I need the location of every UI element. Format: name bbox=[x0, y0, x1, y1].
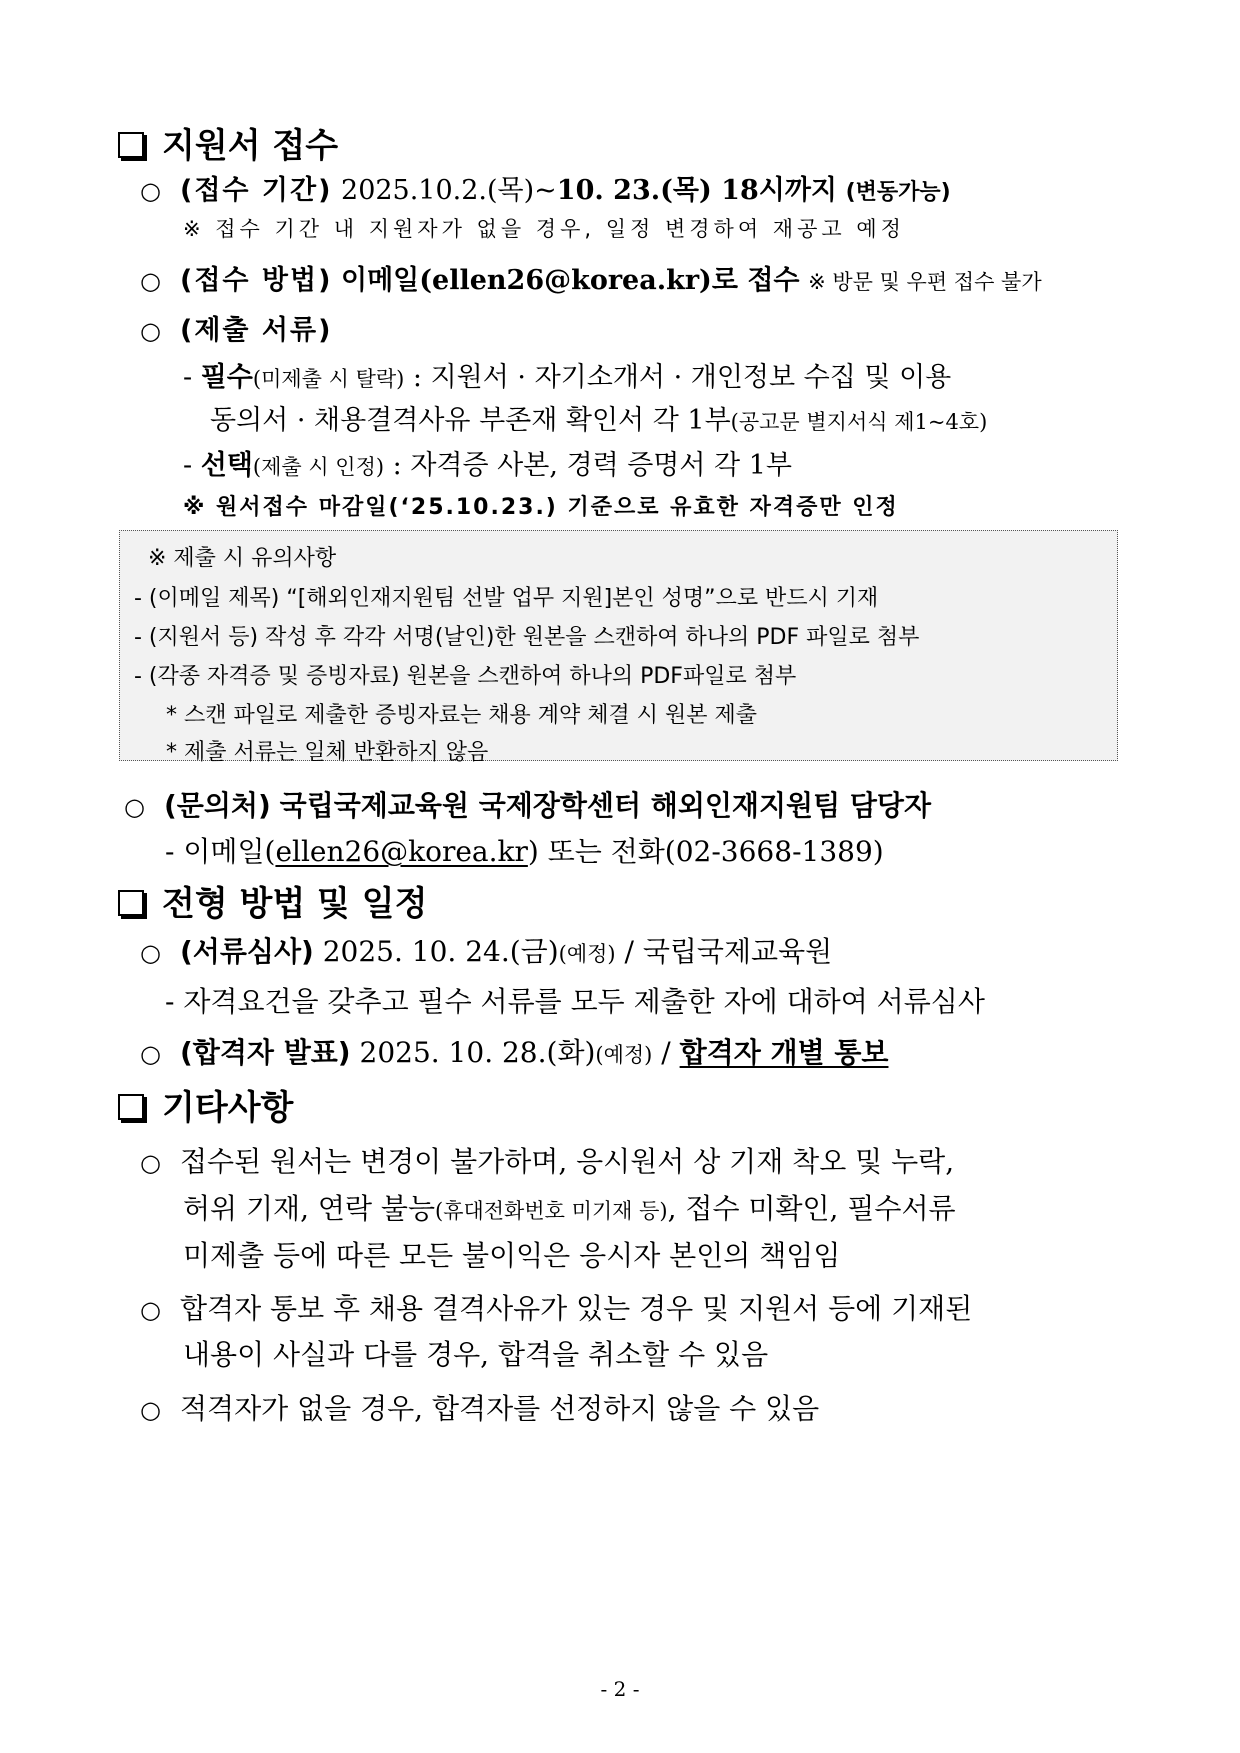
etc-item3-line: ○ 적격자가 없을 경우, 합격자를 선정하지 않을 수 있음 bbox=[140, 1392, 820, 1425]
contact-detail-line: - 이메일(ellen26@korea.kr) 또는 전화(02-3668-1389) bbox=[165, 835, 884, 868]
required-docs-line2: 동의서 · 채용결격사유 부존재 확인서 각 1부(공고문 별지서식 제1~4호) bbox=[210, 405, 988, 436]
notice-sub-item: * 제출 서류는 일체 반환하지 않음 bbox=[166, 740, 489, 765]
section-title-selection: 전형 방법 및 일정 bbox=[118, 876, 427, 925]
notice-item: - (각종 자격증 및 증빙자료) 원본을 스캔하여 하나의 PDF파일로 첨부 bbox=[134, 664, 797, 689]
optional-docs-line: - 선택(제출 시 인정) : 자격증 사본, 경력 증명서 각 1부 bbox=[183, 450, 792, 481]
period-line: ○ (접수 기간) 2025.10.2.(목)~10. 23.(목) 18시까지 (변동가능) bbox=[140, 175, 951, 206]
notice-title: ※ 제출 시 유의사항 bbox=[148, 546, 337, 571]
notice-item: - (이메일 제목) “[해외인재지원팀 선발 업무 지원]본인 성명”으로 반드시 기재 bbox=[134, 586, 879, 611]
contact-line: ○ (문의처) 국립국제교육원 국제장학센터 해외인재지원팀 담당자 bbox=[124, 789, 932, 822]
certificate-note: ※ 원서접수 마감일(‘25.10.23.) 기준으로 유효한 자격증만 인정 bbox=[183, 495, 899, 520]
checkbox-square-icon bbox=[118, 890, 144, 916]
screening-desc: - 자격요건을 갖추고 필수 서류를 모두 제출한 자에 대하여 서류심사 bbox=[165, 985, 985, 1018]
circle-bullet-icon: ○ bbox=[140, 939, 161, 967]
etc-item2-line1: ○ 합격자 통보 후 채용 결격사유가 있는 경우 및 지원서 등에 기재된 bbox=[140, 1292, 973, 1325]
submission-notice-box bbox=[119, 530, 1118, 765]
checkbox-square-icon bbox=[118, 1094, 144, 1120]
circle-bullet-icon: ○ bbox=[140, 177, 161, 205]
section-title-application: 지원서 접수 bbox=[118, 118, 338, 167]
circle-bullet-icon: ○ bbox=[140, 1149, 161, 1177]
page-number: - 2 - bbox=[600, 1677, 640, 1701]
notice-sub-item: * 스캔 파일로 제출한 증빙자료는 채용 계약 체결 시 원본 제출 bbox=[166, 703, 757, 728]
circle-bullet-icon: ○ bbox=[140, 1296, 161, 1324]
screening-line: ○ (서류심사) 2025. 10. 24.(금)(예정) / 국립국제교육원 bbox=[140, 935, 833, 968]
etc-item1-line2: 허위 기재, 연락 불능(휴대전화번호 미기재 등), 접수 미확인, 필수서류 bbox=[183, 1192, 956, 1225]
announcement-line: ○ (합격자 발표) 2025. 10. 28.(화)(예정) / 합격자 개별 통보 bbox=[140, 1036, 889, 1069]
circle-bullet-icon: ○ bbox=[140, 267, 161, 295]
etc-item1-line3: 미제출 등에 따른 모든 불이익은 응시자 본인의 책임임 bbox=[183, 1239, 841, 1272]
circle-bullet-icon: ○ bbox=[140, 1396, 161, 1424]
period-remark: ※ 접수 기간 내 지원자가 없을 경우, 일정 변경하여 재공고 예정 bbox=[183, 217, 905, 241]
documents-line: ○ (제출 서류) bbox=[140, 315, 333, 346]
etc-item2-line2: 내용이 사실과 다를 경우, 합격을 취소할 수 있음 bbox=[183, 1338, 769, 1371]
circle-bullet-icon: ○ bbox=[124, 793, 145, 821]
method-line: ○ (접수 방법) 이메일(ellen26@korea.kr)로 접수 ※ 방문 및 우편 접수 불가 bbox=[140, 265, 1042, 296]
circle-bullet-icon: ○ bbox=[140, 1040, 161, 1068]
circle-bullet-icon: ○ bbox=[140, 317, 161, 345]
etc-item1-line1: ○ 접수된 원서는 변경이 불가하며, 응시원서 상 기재 착오 및 누락, bbox=[140, 1145, 955, 1178]
required-docs-line1: - 필수(미제출 시 탈락) : 지원서 · 자기소개서 · 개인정보 수집 및 이용 bbox=[183, 362, 952, 393]
contact-email-link[interactable]: ellen26@korea.kr bbox=[275, 835, 528, 868]
checkbox-square-icon bbox=[118, 132, 144, 158]
notice-item: - (지원서 등) 작성 후 각각 서명(날인)한 원본을 스캔하여 하나의 PDF 파일로 첨부 bbox=[134, 625, 920, 650]
section-title-etc: 기타사항 bbox=[118, 1080, 293, 1129]
